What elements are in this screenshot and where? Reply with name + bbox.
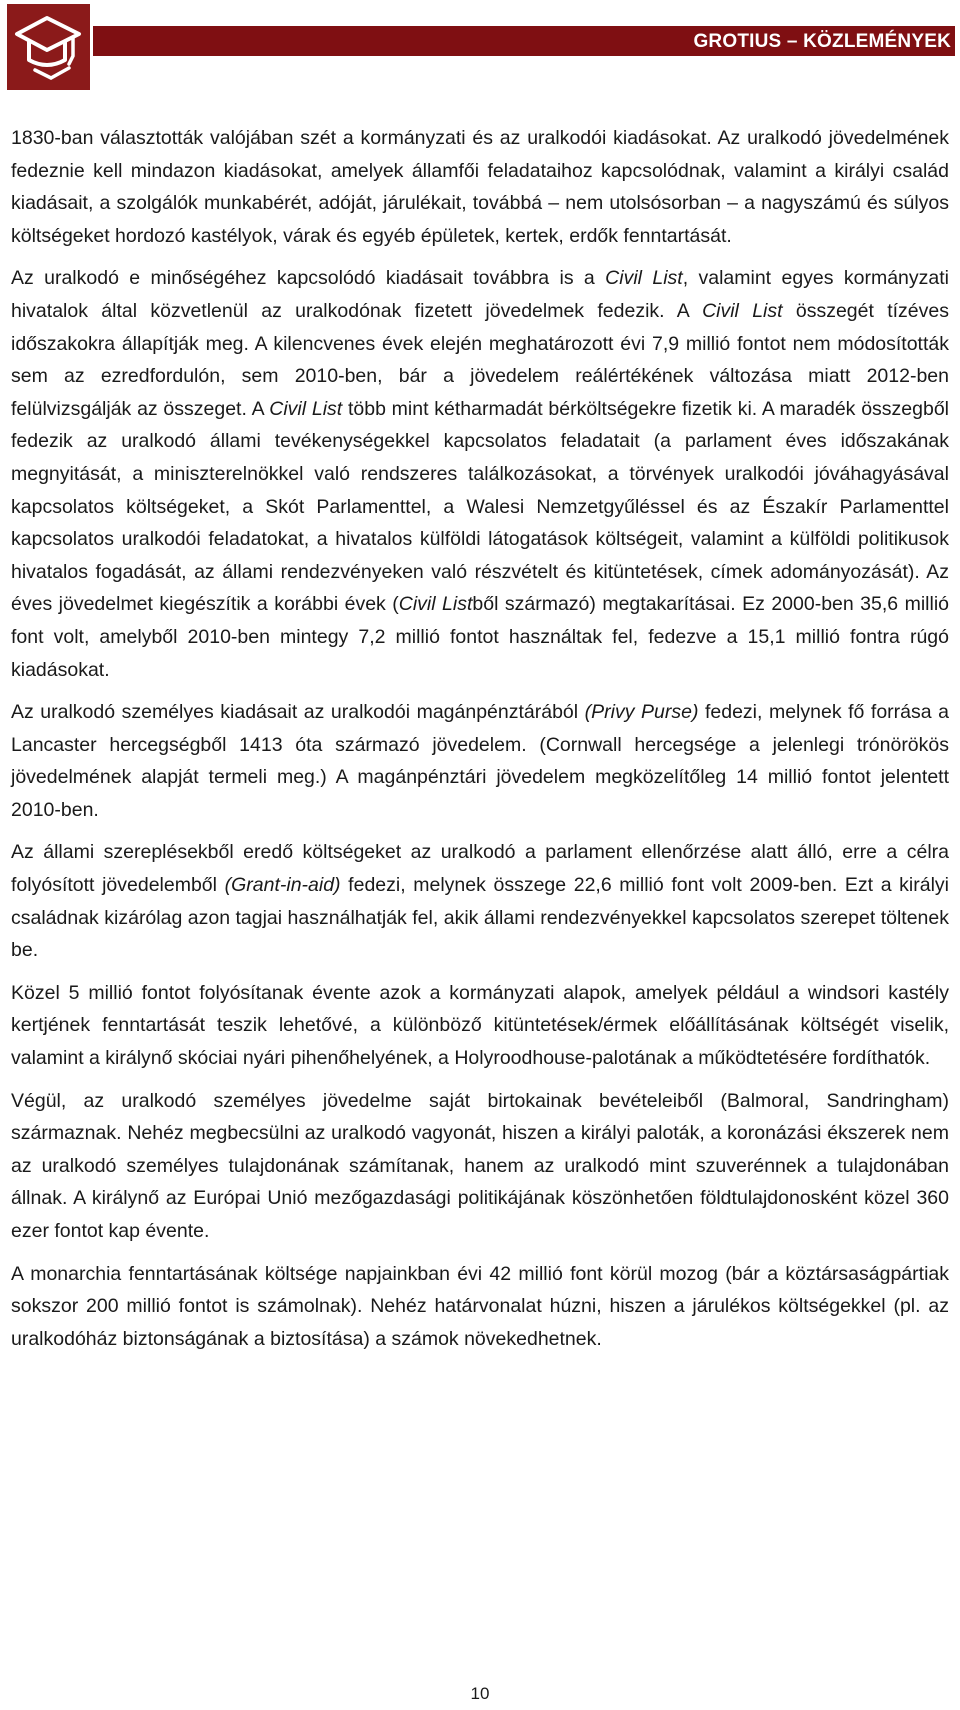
text-run: ből származó) megtakarításai. Ez 2000-ben 35,6 millió font volt, amelyből 2010-ben mintegy 7,2 millió fontot használtak fel, fedezve a 15,1 millió fontra rúgó kiadásokat.: [11, 593, 950, 681]
text-run: A monarchia fenntartásának költsége napjainkban évi 42 millió font körül mozog (bár a köztársaságpártiak sokszor 200 millió fontot is számolnak). Nehéz határvonalat húzni, hiszen a járulékos költségekkel (pl. az uralkodóház biztonságának a biztosítása) a számok növekedhetnek.: [11, 1262, 949, 1350]
text-run: fedezi, melynek fő forrása a Lancaster hercegségből 1413 óta származó jövedelem. (Cornwall hercegsége a jelenlegi trónörökös jövedelmének alapját termeli meg.) A magánpénztári jövedelem megközelítőleg 14 millió fontot jelentett 2010-ben.: [11, 701, 949, 821]
paragraph: [11, 696, 949, 826]
text-run: Az uralkodó személyes kiadásait az uralkodói magánpénztárából: [11, 701, 585, 724]
text-run: Végül, az uralkodó személyes jövedelme saját birtokainak bevételeiből (Balmoral, Sandringham) származnak. Nehéz megbecsülni az uralkodó vagyonát, hiszen a királyi paloták, a koronázási ékszerek nem az uralkodó személyes tulajdonának számítanak, hanem az uralkodó mint szuverénnek a tulajdonában állnak. A királynő az Európai Unió mezőgazdasági politikájának köszönhetően földtulajdonosként közel 360 ezer fontot kap évente.: [11, 1089, 949, 1242]
italic-term: Civil List: [702, 299, 783, 322]
italic-term: Civil List: [269, 397, 343, 420]
text-run: több mint kétharmadát bérköltségekre fizetik ki. A maradék összegből fedezik az uralkodó állami tevékenységekkel kapcsolatos feladatait (a parlament éves időszakának megnyitását, a miniszterelnökkel való rendszeres találkozásokat, a törvények uralkodói jóváhagyásával kapcsolatos költségeket, a Skót Parlamenttel, a Walesi Nemzetgyűléssel és az Északír Parlamenttel kapcsolatos uralkodói feladatokat, a hivatalos külföldi látogatások költségeit, valamint a külföldi politikusok hivatalos fogadását, az állami rendezvényeken való részvételt és kitüntetések, címek adományozását). Az éves jövedelmet kiegészítik a korábbi évek (: [11, 397, 949, 616]
grotius-logo-icon: [7, 4, 90, 90]
text-run: Az uralkodó e minőségéhez kapcsolódó kiadásait továbbra is a: [11, 267, 606, 290]
paragraph: [11, 1085, 949, 1248]
text-run: 1830-ban választották valójában szét a kormányzati és az uralkodói kiadásokat. Az uralkodó jövedelmének fedeznie kell mindazon kiadásokat, amelyek államfői feladataihoz kapcsolódnak, valamint a királyi család kiadásait, a szolgálók munkabérét, adóját, járulékait, továbbá – nem utolsósorban – a nagyszámú és súlyos költségeket hordozó kastélyok, várak és egyéb épületek, kertek, erdők fenntartását.: [11, 127, 949, 247]
paragraph: [11, 977, 949, 1075]
paragraph: [11, 836, 949, 966]
paragraph: [11, 1258, 949, 1356]
text-run: Közel 5 millió fontot folyósítanak évente azok a kormányzati alapok, amelyek például a windsori kastély kertjének fenntartását teszik lehetővé, a különböző kitüntetések/érmek előállításának költségét viselik, valamint a királynő skóciai nyári pihenőhelyének, a Holyroodhouse-palotának a működtetésére fordíthatók.: [11, 981, 949, 1070]
italic-term: (Grant-in-aid): [224, 874, 341, 897]
italic-term: Civil List: [398, 593, 473, 616]
page-number: 10: [470, 1684, 490, 1703]
italic-term: (Privy Purse): [584, 701, 699, 724]
text-run: összegét tízéves időszakokra állapítják meg. A kilencvenes évek elején meghatározott évi 7,9 millió fontot nem módosították sem az ezredfordulón, sem 2010-ben, bár a jövedelem reálértékének változása miatt 2012-ben felülvizsgálják az összeget. A: [11, 299, 949, 420]
page-header: [0, 0, 960, 92]
document-body: [11, 122, 949, 1365]
text-run: , valamint egyes kormányzati hivatalok által közvetlenül az uralkodónak fizetett jövedelmek fedezik. A: [11, 267, 949, 322]
text-run: fedezi, melynek összege 22,6 millió font volt 2009-ben. Ezt a királyi családnak kizárólag azon tagjai használhatják fel, akik állami rendezvényekkel kapcsolatos szerepet töltenek be.: [11, 874, 949, 962]
header-bar: [93, 26, 955, 56]
paragraph: [11, 122, 949, 252]
paragraph: [11, 262, 949, 686]
running-header-title: GROTIUS – KÖZLEMÉNYEK: [693, 31, 951, 52]
italic-term: Civil List: [605, 267, 683, 290]
text-run: Az állami szereplésekből eredő költségeket az uralkodó a parlament ellenőrzése alatt álló, erre a célra folyósított jövedelemből: [11, 841, 949, 897]
